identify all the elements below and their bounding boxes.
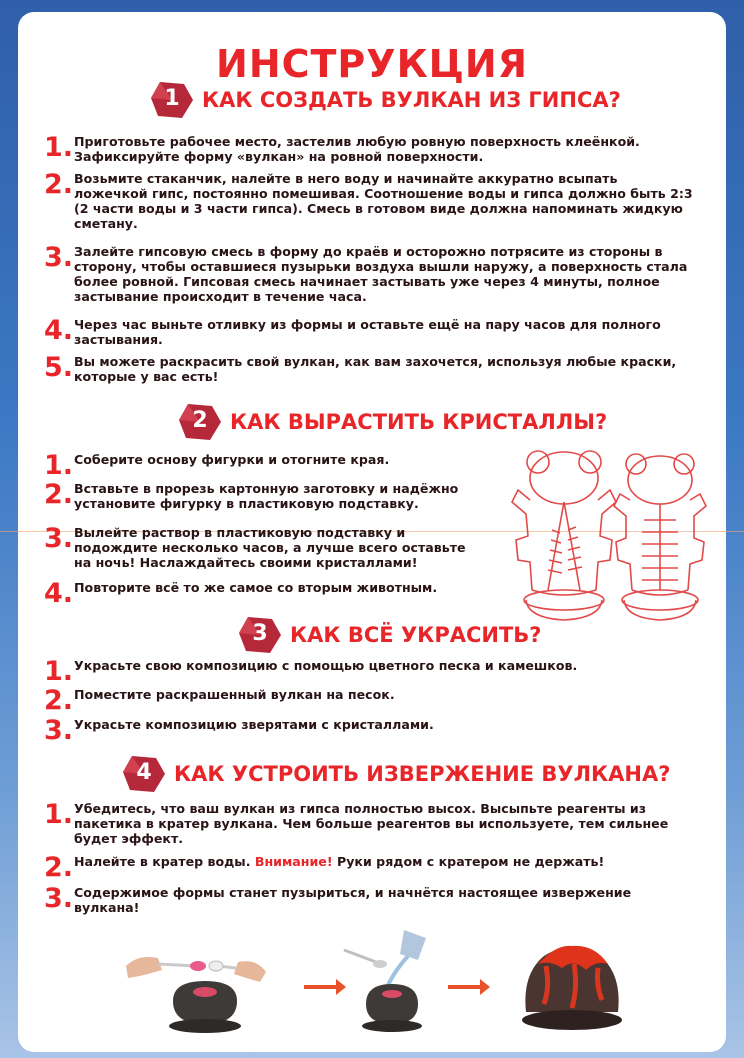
spoon-reagent-illustration <box>118 936 268 1036</box>
section-title: КАК ВЫРАСТИТЬ КРИСТАЛЛЫ? <box>230 410 608 434</box>
step-3-3: 3. Украсьте композицию зверятами с кристаллами. <box>44 715 434 746</box>
section-1-header <box>150 80 621 120</box>
pour-water-illustration <box>330 926 440 1036</box>
step-2-4: 4. Повторите всё то же самое со вторым животным. <box>44 578 438 609</box>
erupting-volcano-illustration <box>516 930 628 1038</box>
step-3-1: 1. Украсьте свою композицию с помощью цветного песка и камешков. <box>44 656 578 687</box>
step-4-1: 1. Убедитесь, что ваш вулкан из гипса полностью высох. Высыпьте реагенты из пакетика в кратер вулкана. Чем больше реагентов вы используете, тем сильнее будет эффект. <box>44 799 669 846</box>
section-4-header <box>122 754 670 794</box>
step-4-2: 2. Налейте в кратер воды. Внимание! Руки рядом с кратером не держать! <box>44 852 605 883</box>
page-title: ИНСТРУКЦИЯ <box>216 42 528 86</box>
gem-badge-icon: 4 <box>122 754 166 794</box>
step-1-5: 5. Вы можете раскрасить свой вулкан, как вам захочется, используя любые краски, которые у вас есть! <box>44 352 677 384</box>
step-2-1: 1. Соберите основу фигурки и отогните края. <box>44 450 390 481</box>
arrow-right-icon <box>448 985 482 989</box>
crystal-figures-illustration <box>508 440 718 625</box>
step-1-3: 3. Залейте гипсовую смесь в форму до краёв и осторожно потрясите из стороны в сторону, чтобы оставшиеся пузырьки воздуха вышли наружу, а поверхность стала более ровной. Гипсовая смесь начинает застывать уже через 4 минуты, полное застывание происходит в течение часа. <box>44 242 688 304</box>
step-2-2: 2. Вставьте в прорезь картонную заготовку и надёжно установите фигурку в пластиковую подставку. <box>44 479 459 511</box>
step-2-3: 3. Вылейте раствор в пластиковую подставку и подождите несколько часов, а лучше всего оставьте на ночь! Наслаждайтесь своими кристаллами! <box>44 523 466 570</box>
section-2-header <box>178 402 607 442</box>
step-4-3: 3. Содержимое формы станет пузыриться, и начнётся настоящее извержение вулкана! <box>44 883 632 915</box>
warning-label: Внимание! <box>254 854 333 869</box>
step-1-4: 4. Через час выньте отливку из формы и оставьте ещё на пару часов для полного застывания. <box>44 315 661 347</box>
section-title: КАК СОЗДАТЬ ВУЛКАН ИЗ ГИПСА? <box>202 88 621 112</box>
gem-badge-icon: 1 <box>150 80 194 120</box>
section-title: КАК УСТРОИТЬ ИЗВЕРЖЕНИЕ ВУЛКАНА? <box>174 762 671 786</box>
step-3-2: 2. Поместите раскрашенный вулкан на песок. <box>44 685 395 716</box>
gem-badge-icon: 3 <box>238 615 282 655</box>
gem-badge-icon: 2 <box>178 402 222 442</box>
section-title: КАК ВСЁ УКРАСИТЬ? <box>290 623 542 647</box>
step-1-2: 2. Возьмите стаканчик, налейте в него воду и начинайте аккуратно всыпать ложечкой гипс, постоянно помешивая. Соотношение воды и гипса должно быть 2:3 (2 части воды и 3 части гипса). Смесь в готовом виде должна напоминать жидкую сметану. <box>44 169 693 231</box>
step-1-1: 1. Приготовьте рабочее место, застелив любую ровную поверхность клеёнкой. Зафиксируйте форму «вулкан» на ровной поверхности. <box>44 132 640 164</box>
section-3-header <box>238 615 541 655</box>
